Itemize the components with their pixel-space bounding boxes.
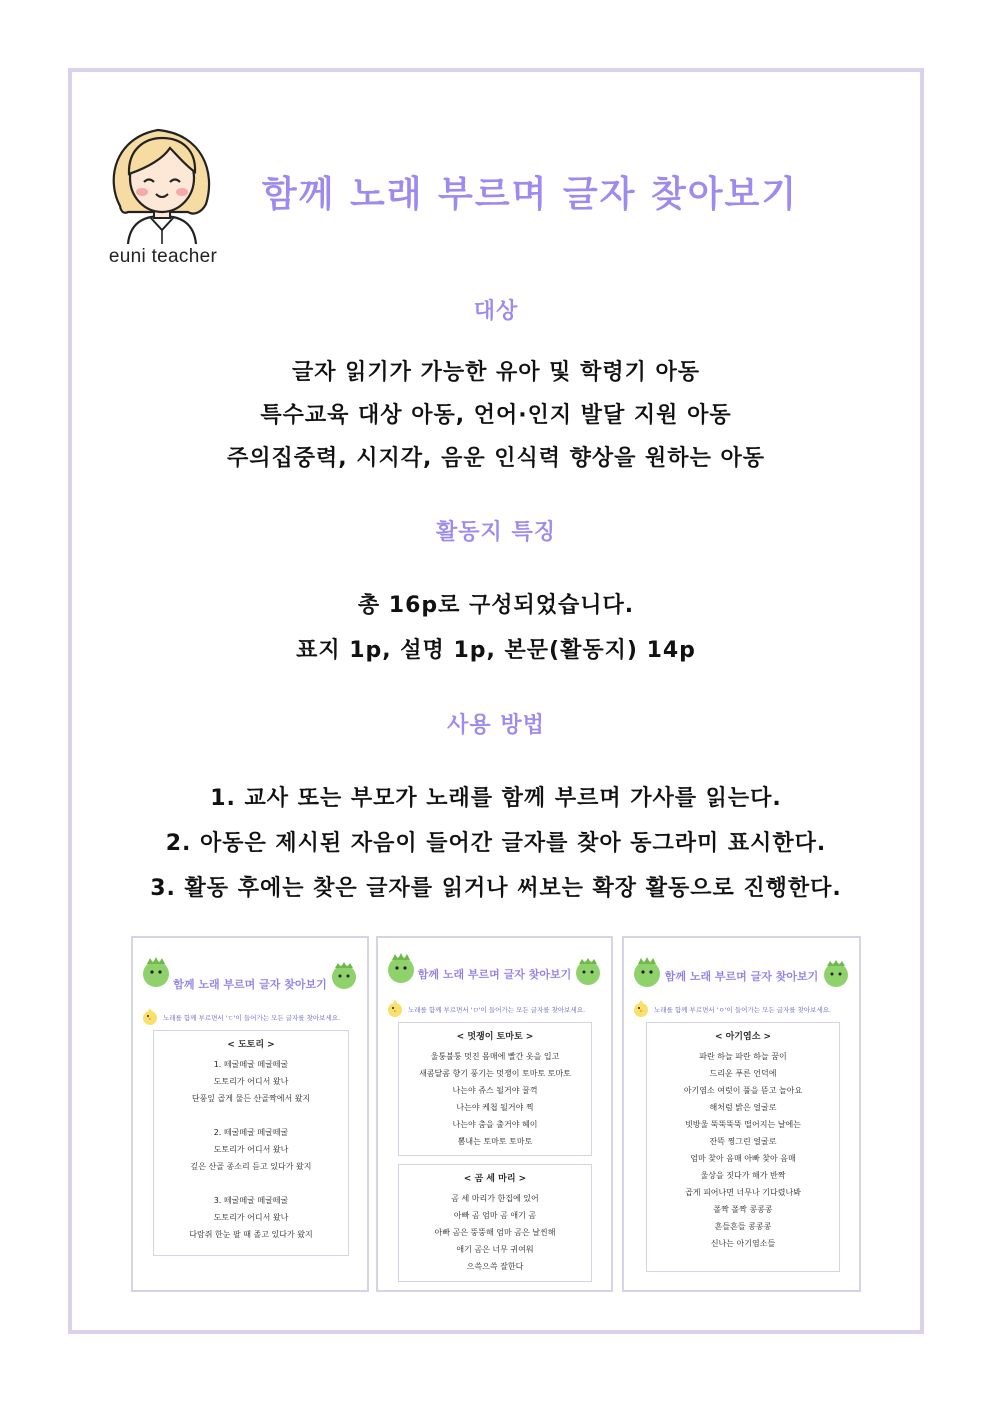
lyric-line: 파란 하늘 파란 하늘 꿈이 — [699, 1052, 787, 1061]
lyric-line: 울퉁불퉁 멋진 몸매에 빨간 옷을 입고 — [430, 1052, 560, 1061]
preview-title: 함께 노래 부르며 글자 찾아보기 — [417, 968, 572, 981]
preview-page-3 — [622, 936, 861, 1292]
section-line: 3. 활동 후에는 찾은 글자를 읽거나 써보는 확장 활동으로 진행한다. — [150, 876, 842, 901]
page-title: 함께 노래 부르며 글자 찾아보기 — [261, 174, 799, 215]
section-line: 주의집중력, 시지각, 음운 인식력 향상을 원하는 아동 — [227, 446, 765, 471]
euni-teacher-logo — [98, 120, 228, 270]
preview-title: 함께 노래 부르며 글자 찾아보기 — [173, 978, 327, 991]
lyric-line: 흔들흔들 콩콩콩 — [714, 1222, 772, 1231]
preview-instruction: 노래를 함께 부르면서 'ㄷ'이 들어가는 모든 글자를 찾아보세요. — [163, 1014, 341, 1022]
lyric-line: 으쓱으쓱 잘한다 — [466, 1262, 524, 1271]
chick-icon — [386, 1000, 404, 1018]
song-box — [398, 1022, 592, 1156]
teacher-avatar-icon — [98, 120, 228, 244]
lyric-line: 나는야 케첩 될거야 찍 — [456, 1103, 534, 1112]
lyric-line: 1. 떼굴떼굴 떼굴떼굴 — [213, 1060, 289, 1069]
lyric-line: 아빠 곰은 뚱뚱해 엄마 곰은 날씬해 — [434, 1228, 556, 1237]
song-title: < 아기염소 > — [714, 1032, 772, 1042]
song-title: < 멋쟁이 토마토 > — [456, 1032, 534, 1042]
section-title: 대상 — [473, 299, 519, 324]
chick-icon — [632, 1000, 650, 1018]
song-title: < 곰 세 마리 > — [463, 1174, 527, 1184]
lyric-line: 울상을 짓다가 해가 반짝 — [700, 1171, 786, 1180]
lyric-line: 다람쥐 한눈 팔 때 졸고 있다가 왔지 — [189, 1230, 313, 1239]
preview-instruction: 노래를 함께 부르면서 'ㅇ'이 들어가는 모든 글자를 찾아보세요. — [654, 1006, 832, 1014]
lyric-line: 3. 떼굴떼굴 떼굴떼굴 — [213, 1196, 289, 1205]
preview-title: 함께 노래 부르며 글자 찾아보기 — [664, 970, 819, 983]
lyric-line: 잔뜩 찡그린 얼굴로 — [709, 1137, 777, 1146]
song-title: < 도토리 > — [227, 1040, 275, 1050]
lyric-line: 아기염소 여럿이 풀을 뜯고 놀아요 — [683, 1086, 803, 1095]
lyric-line: 해처럼 밝은 얼굴로 — [709, 1103, 777, 1112]
section-line: 특수교육 대상 아동, 언어·인지 발달 지원 아동 — [260, 403, 732, 428]
section-title: 사용 방법 — [447, 713, 545, 738]
lyric-line: 신나는 아기염소들 — [710, 1239, 776, 1248]
section-usage — [100, 708, 892, 902]
lyric-line: 곱게 피어나면 너무나 기다렸나봐 — [685, 1188, 801, 1197]
song-box — [153, 1030, 349, 1256]
lyric-line: 엄마 찾아 음매 아빠 찾아 음매 — [690, 1154, 796, 1163]
lyric-line: 빗방울 뚝뚝뚝뚝 떨어지는 날에는 — [685, 1120, 801, 1129]
section-features — [100, 515, 892, 664]
lyric-line: 곰 세 마리가 한집에 있어 — [451, 1194, 539, 1203]
lyric-line: 드리운 푸른 언덕에 — [709, 1069, 777, 1078]
song-box — [646, 1022, 840, 1272]
lyric-line: 애기 곰은 너무 귀여워 — [456, 1245, 534, 1254]
lyric-line: 아빠 곰 엄마 곰 애기 곰 — [453, 1211, 537, 1220]
section-target — [100, 294, 892, 472]
section-line: 1. 교사 또는 부모가 노래를 함께 부르며 가사를 읽는다. — [210, 786, 782, 811]
lyric-line: 깊은 산골 종소리 듣고 있다가 왔지 — [190, 1162, 312, 1171]
preview-page-2 — [376, 936, 613, 1292]
section-line: 표지 1p, 설명 1p, 본문(활동지) 14p — [296, 638, 696, 663]
section-line: 2. 아동은 제시된 자음이 들어간 글자를 찾아 동그라미 표시한다. — [165, 831, 827, 856]
section-line: 글자 읽기가 가능한 유아 및 학령기 아동 — [292, 360, 700, 385]
lyric-line: 폴짝 폴짝 콩콩콩 — [713, 1205, 773, 1214]
lyric-line: 도토리가 어디서 왔나 — [213, 1077, 289, 1086]
lyric-line: 도토리가 어디서 왔나 — [213, 1145, 289, 1154]
lyric-line: 나는야 춤을 출거야 헤이 — [452, 1120, 538, 1129]
lyric-line: 새콤달콤 향기 풍기는 멋쟁이 토마토 토마토 — [419, 1069, 571, 1078]
preview-page-1 — [131, 936, 369, 1292]
lyric-line: 단풍잎 곱게 물든 산골짝에서 왔지 — [191, 1094, 311, 1103]
chick-icon — [141, 1008, 159, 1026]
lyric-line: 뽐내는 토마토 토마토 — [457, 1137, 533, 1146]
logo-text: euni teacher — [108, 246, 218, 267]
section-line: 총 16p로 구성되었습니다. — [357, 593, 635, 618]
lyric-line: 도토리가 어디서 왔나 — [213, 1213, 289, 1222]
song-box — [398, 1164, 592, 1282]
preview-instruction: 노래를 함께 부르면서 'ㅁ'이 들어가는 모든 글자를 찾아보세요. — [408, 1006, 586, 1014]
lyric-line: 나는야 쥬스 될거야 꿀꺽 — [452, 1086, 538, 1095]
section-title: 활동지 특징 — [436, 520, 556, 545]
lyric-line: 2. 떼굴떼굴 떼굴떼굴 — [213, 1128, 289, 1137]
